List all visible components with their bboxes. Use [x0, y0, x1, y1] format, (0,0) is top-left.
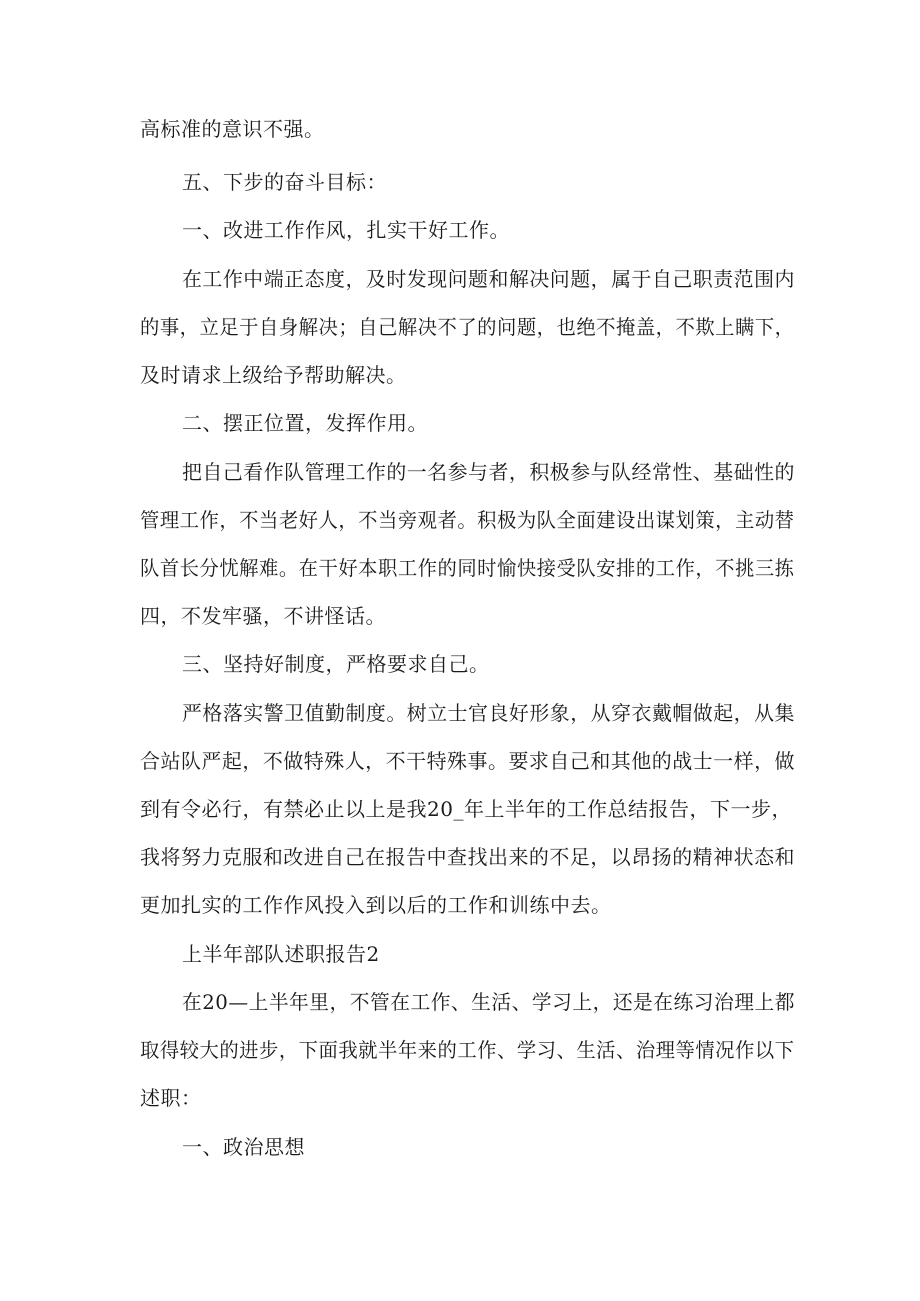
subsection-heading: 一、改进工作作风，扎实干好工作。 [182, 218, 510, 242]
paragraph-line: 在20—上半年里，不管在工作、生活、学习上，还是在练习治理上都 [182, 990, 795, 1014]
paragraph-line: 的事，立足于自身解决；自己解决不了的问题，也绝不掩盖，不欺上瞒下， [140, 315, 795, 339]
paragraph-line: 我将努力克服和改进自己在报告中查找出来的不足，以昂扬的精神状态和 [140, 845, 796, 869]
paragraph-line: 到有令必行，有禁必止以上是我20_年上半年的工作总结报告，下一步， [140, 797, 792, 821]
paragraph-line: 四，不发牢骚，不讲怪话。 [140, 604, 386, 628]
section-heading: 一、政治思想 [182, 1135, 305, 1159]
paragraph-line: 在工作中端正态度，及时发现问题和解决问题，属于自己职责范围内 [182, 267, 795, 291]
section-heading: 五、下步的奋斗目标： [182, 170, 387, 194]
paragraph-line: 把自己看作队管理工作的一名参与者，积极参与队经常性、基础性的 [182, 460, 795, 484]
subsection-heading: 二、摆正位置，发挥作用。 [182, 411, 428, 435]
text-line: 高标准的意识不强。 [140, 117, 325, 141]
paragraph-line: 严格落实警卫值勤制度。树立士官良好形象，从穿衣戴帽做起，从集 [182, 701, 795, 725]
paragraph-line: 队首长分忧解难。在干好本职工作的同时愉快接受队安排的工作，不挑三拣 [140, 556, 795, 580]
report-title: 上半年部队述职报告2 [182, 942, 380, 966]
paragraph-line: 合站队严起，不做特殊人，不干特殊事。要求自己和其他的战士一样，做 [140, 749, 796, 773]
paragraph-line: 述职： [140, 1086, 202, 1110]
subsection-heading: 三、坚持好制度，严格要求自己。 [182, 652, 490, 676]
paragraph-line: 及时请求上级给予帮助解决。 [140, 363, 407, 387]
paragraph-line: 取得较大的进步，下面我就半年来的工作、学习、生活、治理等情况作以下 [140, 1038, 795, 1062]
paragraph-line: 管理工作，不当老好人，不当旁观者。积极为队全面建设出谋划策，主动替 [140, 508, 795, 532]
paragraph-line: 更加扎实的工作作风投入到以后的工作和训练中去。 [140, 893, 612, 917]
